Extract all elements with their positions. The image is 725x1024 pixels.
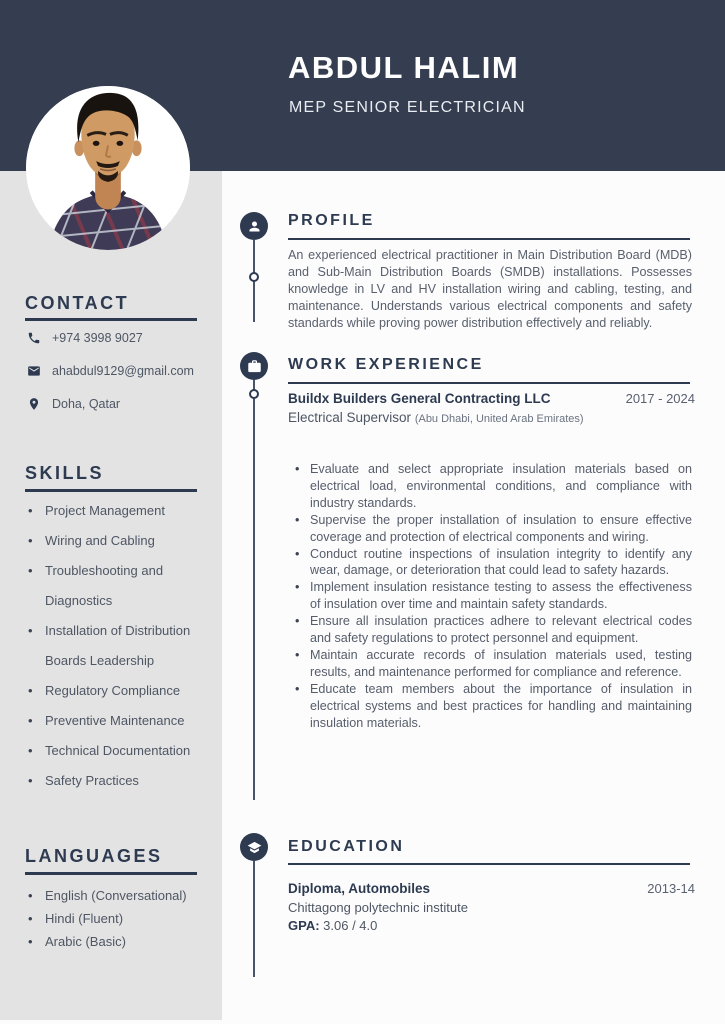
email-icon: [27, 364, 41, 378]
profile-summary: An experienced electrical practitioner in Main Distribution Board (MDB) and Sub-Main Distribution Boards (SMDB) installations. Possesses knowledge in LV and HV installation wiring and cabling, testing, and maintenance. Understands various electrical components and safety standards while proving power distribution effectively and reliably.: [288, 248, 692, 330]
location-text: Doha, Qatar: [52, 397, 121, 411]
contact-heading: CONTACT: [25, 293, 130, 313]
work-section-icon-circle: [240, 352, 268, 380]
timeline-line-education: [253, 861, 255, 977]
skill-item: • Safety Practices: [25, 766, 213, 796]
degree-name: Diploma, Automobiles: [288, 881, 431, 896]
gpa-value: 3.06 / 4.0: [323, 918, 378, 933]
languages-heading: LANGUAGES: [25, 846, 163, 866]
school-name: Chittagong polytechnic institute: [288, 900, 468, 915]
education-dates: 2013-14: [647, 881, 695, 896]
skill-item: • Troubleshooting and Diagnostics: [25, 556, 213, 616]
skill-item: • Technical Documentation: [25, 736, 213, 766]
work-duty-item: • Maintain accurate records of insulation materials used, testing results, and maintenance performed for compliance and reference.: [288, 647, 692, 681]
profile-heading-rule: [288, 238, 690, 240]
skill-item: • Regulatory Compliance: [25, 676, 213, 706]
profile-heading: PROFILE: [288, 212, 375, 229]
work-entry-header: [288, 391, 695, 406]
contact-location-row: [27, 397, 217, 411]
education-heading-rule: [288, 863, 690, 865]
profile-photo: [26, 86, 190, 250]
person-portrait-illustration: [26, 86, 190, 250]
work-duty-item: • Educate team members about the importance of insulation in electrical systems and best practices for handling and maintaining insulation materials.: [288, 681, 692, 732]
contact-heading-rule: [25, 318, 197, 321]
location-icon: [27, 397, 41, 411]
education-entry-header: [288, 881, 695, 896]
job-position: Electrical Supervisor: [288, 410, 412, 425]
gpa-label: GPA:: [288, 918, 320, 933]
education-heading: EDUCATION: [288, 838, 405, 855]
skills-heading-rule: [25, 489, 197, 492]
skills-heading: SKILLS: [25, 463, 105, 483]
contact-email-row: [27, 364, 217, 378]
work-dates: 2017 - 2024: [625, 391, 695, 406]
work-position-line: [288, 410, 584, 425]
work-heading: WORK EXPERIENCE: [288, 356, 484, 373]
timeline-line-work: [253, 380, 255, 800]
phone-icon: [27, 331, 41, 345]
person-icon: [247, 219, 262, 234]
graduation-cap-icon: [247, 840, 262, 855]
work-heading-rule: [288, 382, 690, 384]
work-duty-item: • Ensure all insulation practices adhere to relevant electrical codes and safety regulations to protect personnel and equipment.: [288, 613, 692, 647]
skill-item: • Project Management: [25, 496, 213, 526]
job-location: (Abu Dhabi, United Arab Emirates): [414, 413, 584, 425]
work-duty-item: • Supervise the proper installation of insulation to ensure effective coverage and protection of electrical components and wiring.: [288, 512, 692, 546]
education-section-icon-circle: [240, 833, 268, 861]
briefcase-icon: [247, 359, 262, 374]
skill-item: • Wiring and Cabling: [25, 526, 213, 556]
timeline-node-work: [249, 389, 259, 399]
person-name: ABDUL HALIM: [288, 50, 520, 85]
work-duty-item: • Implement insulation resistance testing to assess the effectiveness of insulation over time and maintain safety standards.: [288, 579, 692, 613]
contact-phone-row: [27, 331, 217, 345]
skills-list: [25, 496, 213, 796]
timeline-node-profile: [249, 272, 259, 282]
language-item: • English (Conversational): [25, 884, 213, 907]
work-duty-item: • Conduct routine inspections of insulation integrity to identify any wear, damage, or deterioration that could lead to safety hazards.: [288, 546, 692, 580]
skill-item: • Preventive Maintenance: [25, 706, 213, 736]
gpa-line: [288, 918, 377, 933]
email-address: ahabdul9129@gmail.com: [52, 364, 194, 378]
skill-item: • Installation of Distribution Boards Leadership: [25, 616, 213, 676]
company-name: Buildx Builders General Contracting LLC: [288, 391, 551, 406]
person-job-title: MEP SENIOR ELECTRICIAN: [289, 99, 526, 116]
work-duties-list: [288, 461, 692, 732]
languages-heading-rule: [25, 872, 197, 875]
profile-section-icon-circle: [240, 212, 268, 240]
work-duty-item: • Evaluate and select appropriate insulation materials based on electrical load, environmental conditions, and compliance with industry standards.: [288, 461, 692, 512]
languages-list: [25, 884, 213, 953]
language-item: • Hindi (Fluent): [25, 907, 213, 930]
language-item: • Arabic (Basic): [25, 930, 213, 953]
phone-number: +974 3998 9027: [52, 331, 143, 345]
